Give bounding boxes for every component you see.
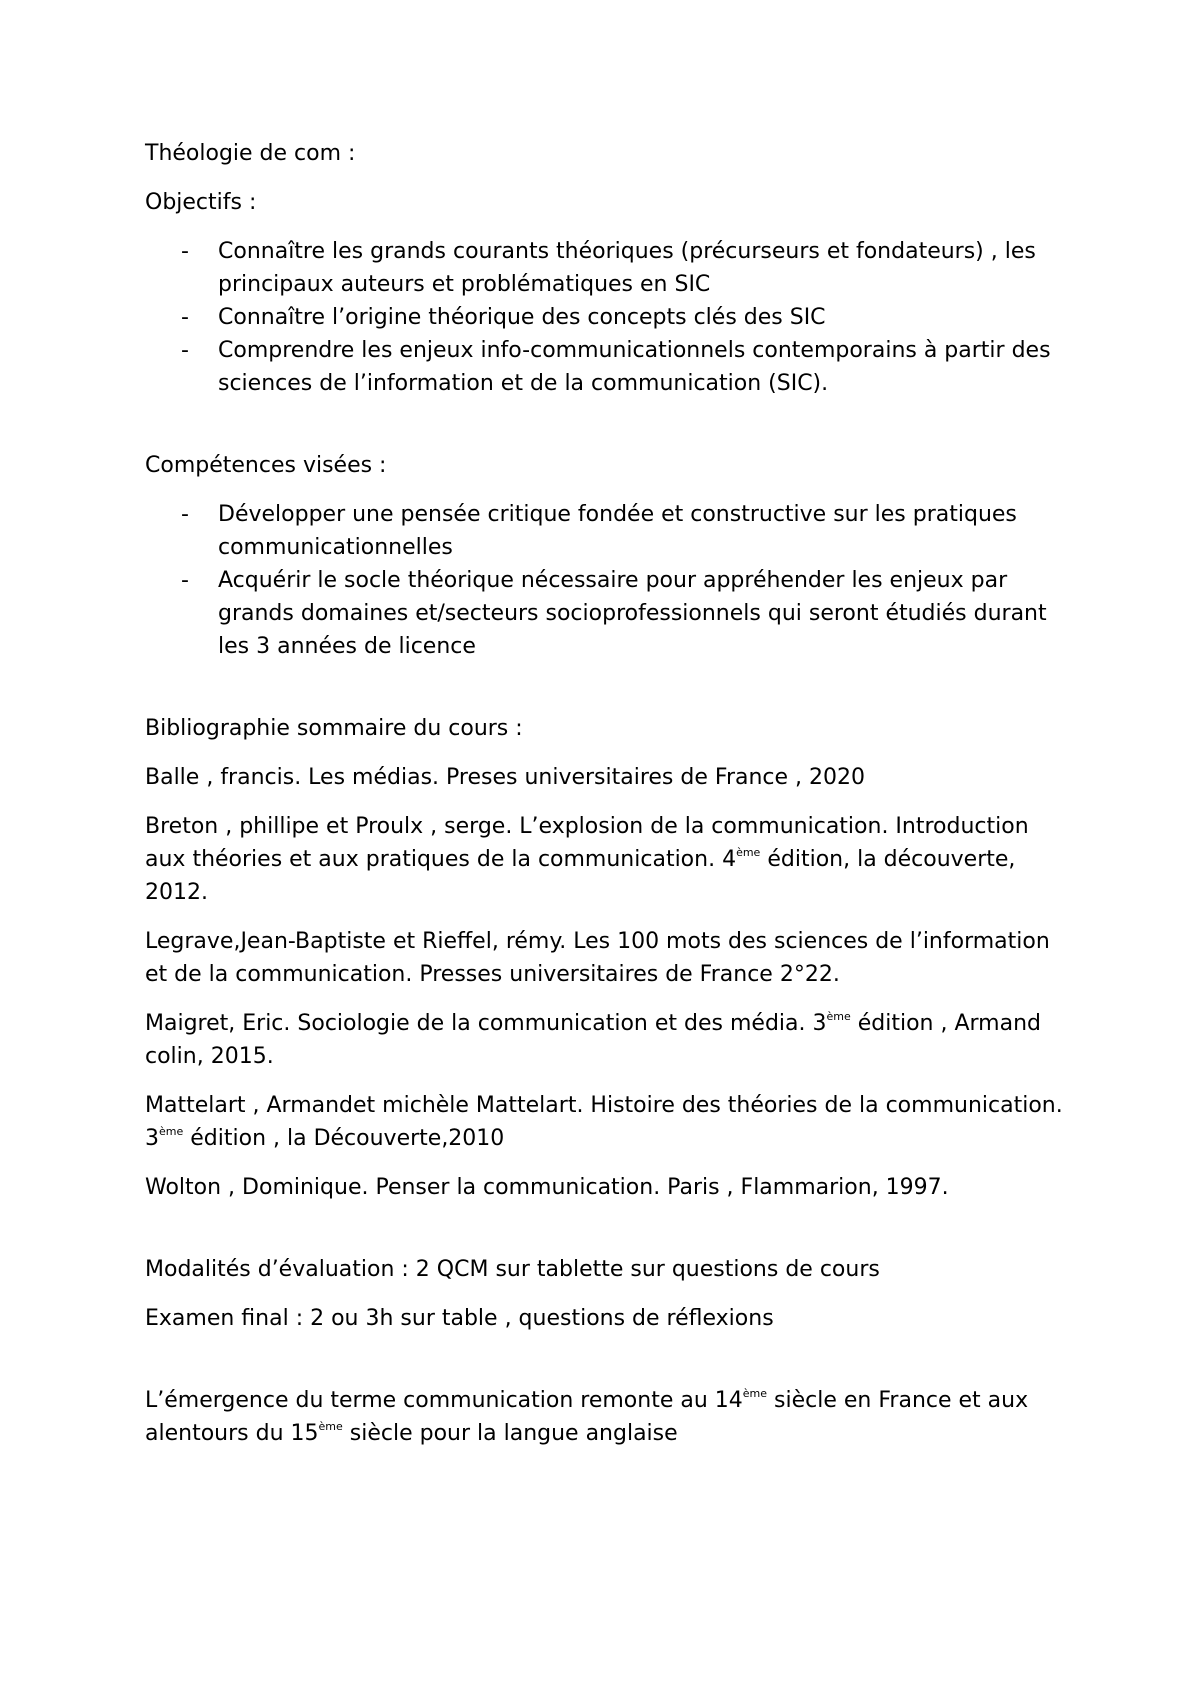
bibliography-entry: [145, 1171, 1075, 1204]
bibliography-entry-text: Maigret, Eric. Sociologie de la communication et des média. 3: [145, 1011, 827, 1036]
bibliography-entry: [145, 1089, 1075, 1155]
objectifs-list: [145, 235, 1075, 400]
list-item-text: Développer une pensée critique fondée et constructive sur les pratiques communicationnelles: [218, 502, 1017, 560]
emergence-paragraph: [145, 1384, 1075, 1450]
bibliography-entry: [145, 925, 1075, 991]
bibliography-entry-text: édition , la Découverte,2010: [183, 1126, 505, 1151]
paragraph-text: L’émergence du terme communication remonte au 14: [145, 1388, 743, 1413]
document-title: Théologie de com :: [145, 141, 356, 166]
list-item: [145, 564, 1075, 663]
modalites-paragraph: Modalités d’évaluation : 2 QCM sur tablette sur questions de cours: [145, 1257, 880, 1282]
superscript: ème: [742, 1387, 768, 1400]
superscript: ème: [159, 1125, 184, 1138]
bibliography-entry-text: édition, la découverte, 2012.: [145, 847, 1016, 905]
dash-bullet: -: [181, 305, 189, 330]
competences-list: [145, 498, 1075, 663]
document-page: [145, 137, 1075, 1466]
superscript: ème: [318, 1420, 343, 1433]
bibliography-entry-text: Wolton , Dominique. Penser la communication. Paris , Flammarion, 1997.: [145, 1175, 949, 1200]
superscript: ème: [736, 846, 761, 859]
dash-bullet: -: [181, 338, 189, 363]
examen-paragraph: Examen final : 2 ou 3h sur table , questions de réflexions: [145, 1306, 774, 1331]
list-item: [145, 301, 1075, 334]
superscript: ème: [826, 1010, 851, 1023]
bibliography-entry-text: Breton , phillipe et Proulx , serge. L’explosion de la communication. Introduction aux théories et aux pratiques de la communication. 4: [145, 814, 1029, 872]
dash-bullet: -: [181, 239, 189, 264]
bibliography-entry-text: Balle , francis. Les médias. Preses universitaires de France , 2020: [145, 765, 866, 790]
bibliography-entry-text: édition , Armand colin, 2015.: [145, 1011, 1042, 1069]
list-item-text: Connaître l’origine théorique des concepts clés des SIC: [218, 305, 826, 330]
paragraph-text: siècle pour la langue anglaise: [342, 1421, 678, 1446]
competences-heading: Compétences visées :: [145, 453, 387, 478]
list-item-text: Connaître les grands courants théoriques (précurseurs et fondateurs) , les principaux auteurs et problématiques en SIC: [218, 239, 1036, 297]
list-item: [145, 498, 1075, 564]
list-item-text: Acquérir le socle théorique nécessaire pour appréhender les enjeux par grands domaines et/secteurs socioprofessionnels qui seront étudiés durant les 3 années de licence: [218, 568, 1047, 659]
bibliography-entry: [145, 1007, 1075, 1073]
dash-bullet: -: [181, 568, 189, 593]
list-item: [145, 235, 1075, 301]
list-item: [145, 334, 1075, 400]
bibliography-entry-text: Legrave,Jean-Baptiste et Rieffel, rémy. Les 100 mots des sciences de l’information et de la communication. Presses universitaires de France 2°22.: [145, 929, 1050, 987]
list-item-text: Comprendre les enjeux info-communicationnels contemporains à partir des sciences de l’information et de la communication (SIC).: [218, 338, 1051, 396]
bibliography-entry-text: Mattelart , Armandet michèle Mattelart. Histoire des théories de la communication. 3: [145, 1093, 1063, 1151]
bibliography-entry: [145, 761, 1075, 794]
bibliographie-heading: Bibliographie sommaire du cours :: [145, 716, 523, 741]
bibliography-entry: [145, 810, 1075, 909]
dash-bullet: -: [181, 502, 189, 527]
paragraph-text: siècle en France et aux alentours du 15: [145, 1388, 1029, 1446]
objectifs-heading: Objectifs :: [145, 190, 257, 215]
